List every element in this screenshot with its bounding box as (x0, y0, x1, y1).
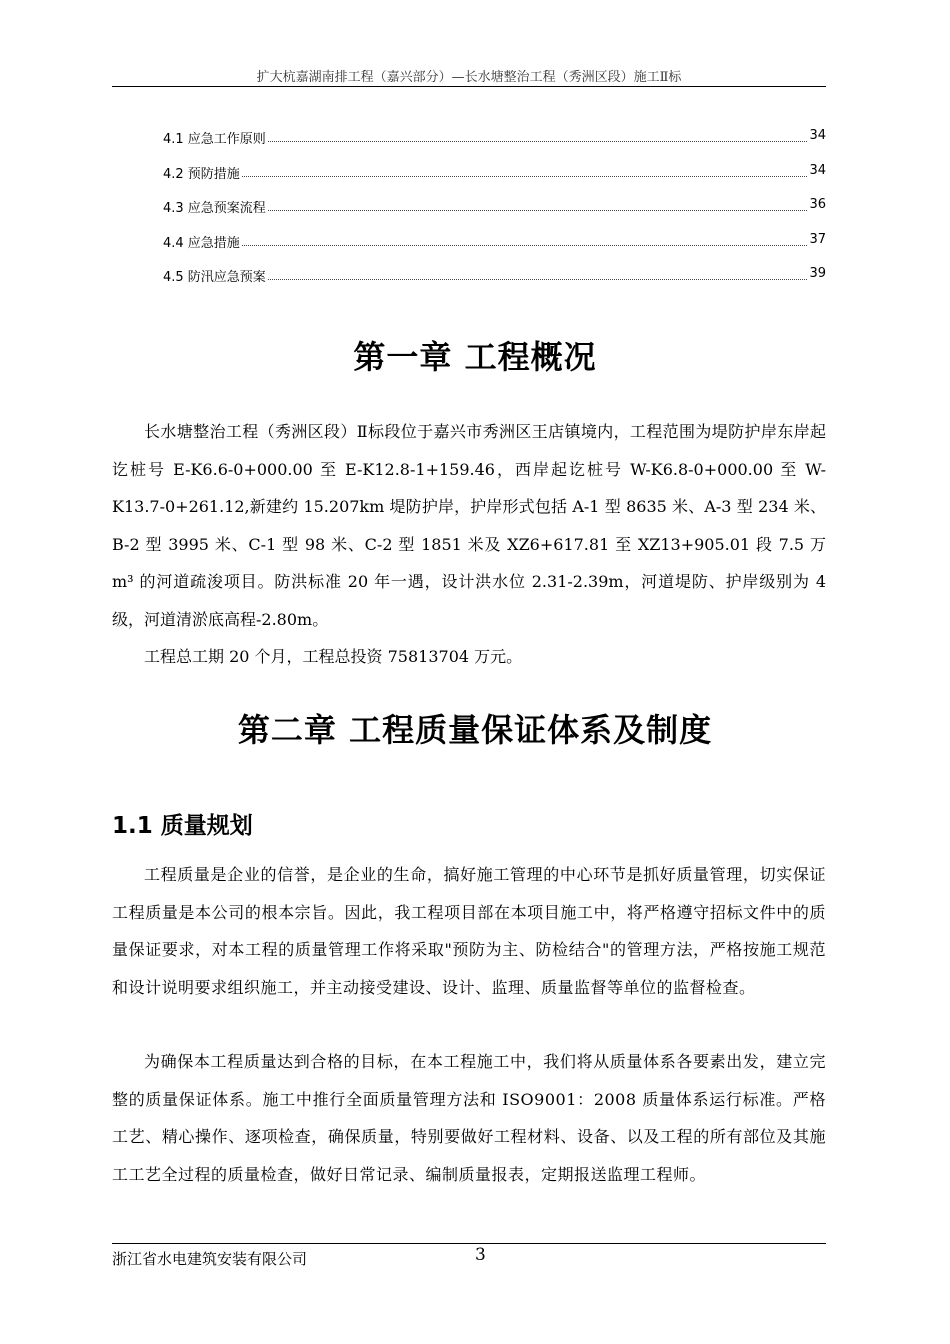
section-title: 1.1 质量规划 (112, 813, 253, 839)
toc-entry-page: 34 (809, 162, 826, 178)
toc-entry[interactable] (163, 128, 826, 163)
chapter-1-title: 第一章 工程概况 (353, 338, 597, 376)
chapter-2-title: 第二章 工程质量保证体系及制度 (237, 711, 713, 749)
toc-entry[interactable] (163, 163, 826, 198)
toc-entry-page: 39 (809, 266, 826, 282)
toc-entry-label: 4.4 应急措施 (163, 235, 240, 251)
toc-entry-label: 4.2 预防措施 (163, 166, 240, 182)
table-of-contents (163, 128, 826, 301)
toc-entry-page: 34 (809, 128, 826, 143)
toc-entry-page: 37 (809, 231, 826, 247)
chapter-1-paragraph-2: 工程总工期 20 个月，工程总投资 75813704 万元。 (144, 647, 523, 666)
toc-leader-dots (242, 163, 808, 177)
toc-entry-label: 4.5 防汛应急预案 (163, 270, 266, 286)
chapter-2-paragraph-1: 工程质量是企业的信誉，是企业的生命，搞好施工管理的中心环节是抓好质量管理，切实保证工程质量是本公司的根本宗旨。因此，我工程项目部在本项目施工中，将严格遵守招标文件中的质量保证要求，对本工程的质量管理工作将采取"预防为主、防检结合"的管理方法，严格按施工规范和设计说明要求组织施工，并主动接受建设、设计、监理、质量监督等单位的监督检查。 (112, 865, 826, 997)
header-divider (112, 86, 826, 87)
toc-entry[interactable] (163, 232, 826, 267)
footer-divider (112, 1243, 826, 1244)
chapter-2-paragraph-2: 为确保本工程质量达到合格的目标，在本工程施工中，我们将从质量体系各要素出发，建立完整的质量保证体系。施工中推行全面质量管理方法和 ISO9001：2008 质量体系运行标准。严格工艺、精心操作、逐项检查，确保质量，特别要做好工程材料、设备、以及工程的所有部位及其施工工艺全过程的质量检查，做好日常记录、编制质量报表，定期报送监理工程师。 (112, 1052, 826, 1184)
toc-leader-dots (268, 266, 808, 280)
toc-entry[interactable] (163, 197, 826, 232)
toc-entry-page: 36 (809, 197, 826, 213)
toc-leader-dots (268, 128, 808, 142)
toc-leader-dots (242, 232, 808, 246)
toc-entry-label: 4.3 应急预案流程 (163, 201, 266, 217)
toc-entry[interactable] (163, 266, 826, 301)
toc-entry-label: 4.1 应急工作原则 (163, 132, 266, 147)
toc-leader-dots (268, 197, 808, 211)
footer-page-number: 3 (475, 1245, 486, 1265)
footer-company-name: 浙江省水电建筑安装有限公司 (112, 1250, 308, 1268)
page-header-title: 扩大杭嘉湖南排工程（嘉兴部分）—长水塘整治工程（秀洲区段）施工Ⅱ标 (256, 70, 682, 85)
chapter-1-paragraph-1: 长水塘整治工程（秀洲区段）Ⅱ标段位于嘉兴市秀洲区王店镇境内，工程范围为堤防护岸东岸起讫桩号 E-K6.6-0+000.00 至 E-K12.8-1+159.46，西岸起讫桩号 W-K6.8-0+000.00 至 W-K13.7-0+261.12,新建约 15.207km 堤防护岸，护岸形式包括 A-1 型 8635 米、A-3 型 234 米、B-2 型 3995 米、C-1 型 98 米、C-2 型 1851 米及 XZ6+617.81 至 XZ13+905.01 段 7.5 万 m³ 的河道疏浚项目。防洪标准 20 年一遇，设计洪水位 2.31-2.39m，河道堤防、护岸级别为 4 级，河道清淤底高程-2.80m。 (112, 422, 826, 629)
